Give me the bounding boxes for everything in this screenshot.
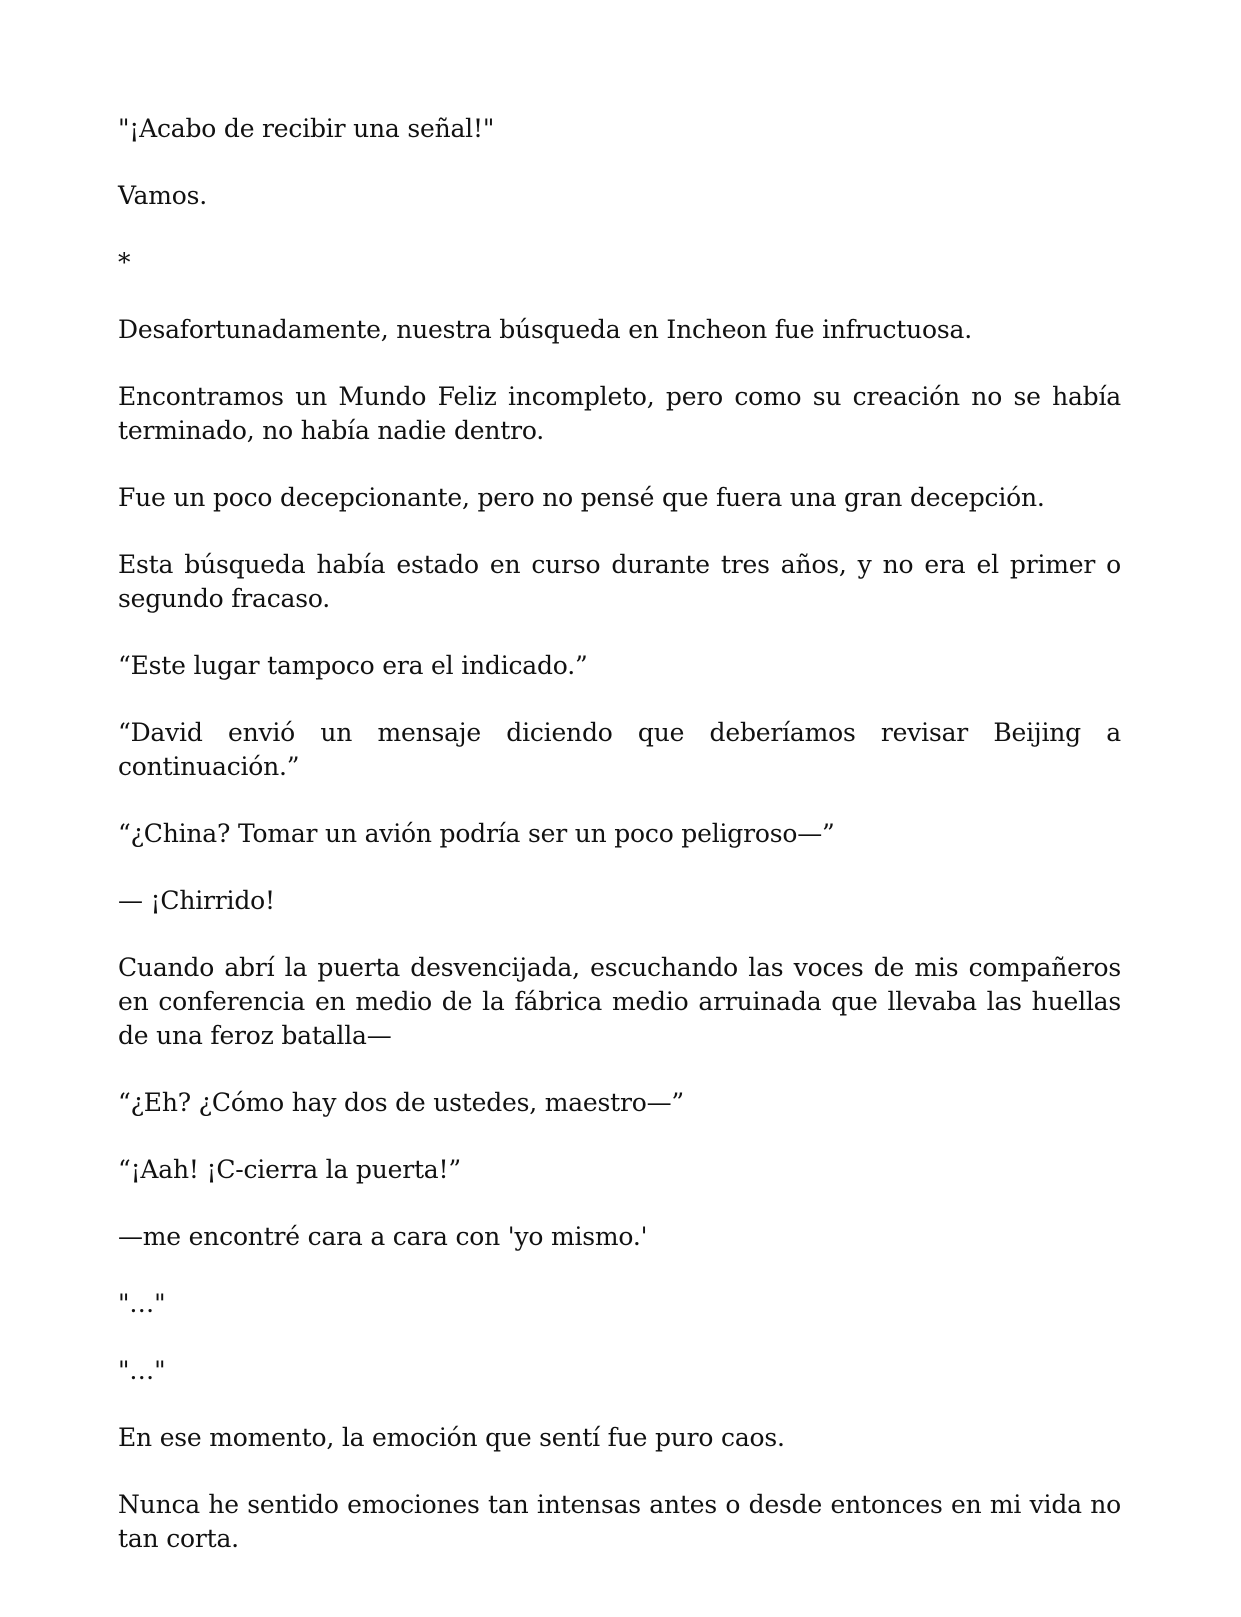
scene-break: * — [118, 248, 131, 277]
paragraph: Encontramos un Mundo Feliz incompleto, pero como su creación no se había terminado, no había nadie dentro. — [118, 382, 1121, 445]
paragraph: Cuando abrí la puerta desvencijada, escuchando las voces de mis compañeros en conferencia en medio de la fábrica medio arruinada que llevaba las huellas de una feroz batalla— — [118, 953, 1121, 1050]
paragraph: Nunca he sentido emociones tan intensas antes o desde entonces en mi vida no tan corta. — [118, 1490, 1121, 1553]
paragraph: “Este lugar tampoco era el indicado.” — [118, 651, 588, 680]
paragraph: "¡Acabo de recibir una señal!" — [118, 114, 495, 143]
paragraph: "…" — [118, 1289, 166, 1318]
paragraph: “¡Aah! ¡C-cierra la puerta!” — [118, 1155, 461, 1184]
paragraph: “¿China? Tomar un avión podría ser un poco peligroso—” — [118, 819, 835, 848]
paragraph: Esta búsqueda había estado en curso durante tres años, y no era el primer o segundo fracaso. — [118, 550, 1121, 613]
paragraph: Vamos. — [118, 181, 207, 210]
paragraph: "…" — [118, 1356, 166, 1385]
paragraph: Fue un poco decepcionante, pero no pensé que fuera una gran decepción. — [118, 483, 1045, 512]
paragraph: “David envió un mensaje diciendo que deberíamos revisar Beijing a continuación.” — [118, 718, 1121, 781]
paragraph: Desafortunadamente, nuestra búsqueda en Incheon fue infructuosa. — [118, 315, 972, 344]
document-body — [118, 112, 1121, 1589]
paragraph: —me encontré cara a cara con 'yo mismo.' — [118, 1222, 648, 1251]
paragraph: “¿Eh? ¿Cómo hay dos de ustedes, maestro—” — [118, 1088, 684, 1117]
paragraph: En ese momento, la emoción que sentí fue puro caos. — [118, 1423, 785, 1452]
paragraph: — ¡Chirrido! — [118, 886, 275, 915]
